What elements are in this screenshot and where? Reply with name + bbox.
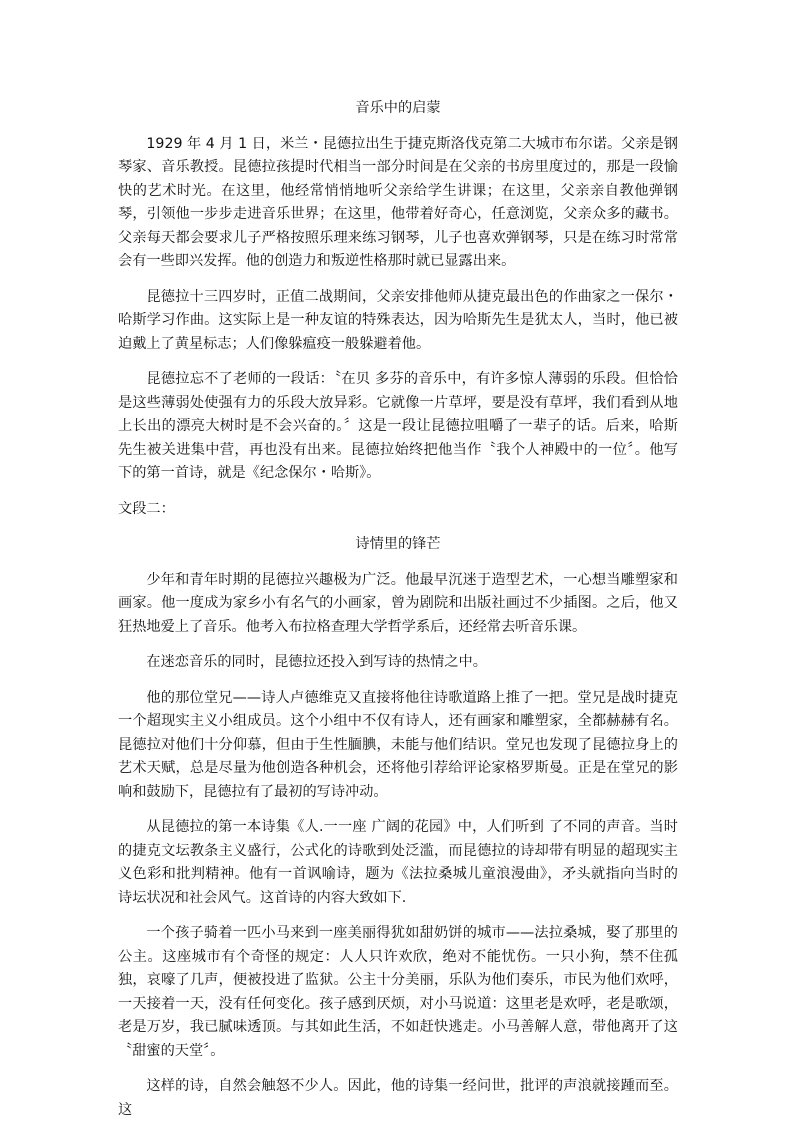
section2-paragraph-4: 从昆德拉的第一本诗集《人.一一座 广阔的花园》中，人们听到 了不同的声音。当时的捷克文坛教条主义盛行，公式化的诗歌到处泛滥，而昆德拉的诗却带有明显的超现实主义色彩和批判精神。他有一首讽喻诗，题为《法拉桑城儿童浪漫曲》，矛头就指向当时的诗坛状况和社会风气。这首诗的内容大致如下. — [118, 819, 678, 906]
section1-paragraph-1: 1929 年 4 月 1 日，米兰・昆德拉出生于捷克斯洛伐克第二大城市布尔诺。父亲是钢琴家、音乐教授。昆德拉孩提时代相当一部分时间是在父亲的书房里度过的，那是一段愉快的艺术时光。在这里，他经常悄悄地听父亲给学生讲课；在这里，父亲亲自教他弹钢琴，引领他一步步走进音乐世界；在这里，他带着好奇心，任意浏览，父亲众多的藏书。父亲每天都会要求儿子严格按照乐理来练习钢琴，儿子也喜欢弹钢琴，只是在练习时常常会有一些即兴发挥。他的创造力和叛逆性格那时就已显露出来。 — [118, 135, 678, 269]
section2-title: 诗情里的锋芒 — [355, 536, 441, 552]
section-label: 文段二： — [118, 500, 175, 517]
section2-paragraph-5: 一个孩子骑着一匹小马来到一座美丽得犹如甜奶饼的城市——法拉桑城，娶了那里的公主。这座城市有个奇怪的规定：人人只许欢欣，绝对不能忧伤。一只小狗，禁不住孤独，哀嚎了几声，便被投进了监狱。公主十分美丽，乐队为他们奏乐，市民为他们欢呼，一天接着一天，没有任何变化。孩子感到厌烦，对小马说道：这里老是欢呼，老是歌颂，老是万岁，我已腻味透顶。与其如此生活，不如赶快逃走。小马善解人意，带他离开了这〝甜蜜的天堂〞。 — [118, 925, 678, 1059]
section2-paragraph-6: 这样的诗，自然会触怒不少人。因此，他的诗集一经问世，批评的声浪就接踵而至。这 — [118, 1078, 678, 1118]
document-body — [118, 97, 678, 1134]
section2-paragraph-2: 在迷恋音乐的同时，昆德拉还投入到写诗的热情之中。 — [146, 654, 487, 670]
section2-paragraph-3: 他的那位堂兄——诗人卢德维克又直接将他往诗歌道路上推了一把。堂兄是战时捷克一个超现实主义小组成员。这个小组中不仅有诗人，还有画家和雕塑家，全都赫赫有名。昆德拉对他们十分仰慕，但由于生性腼腆，未能与他们结识。堂兄也发现了昆德拉身上的艺术天赋，总是尽量为他创造各种机会，还将他引荐给评论家格罗斯曼。正是在堂兄的影响和鼓励下，昆德拉有了最初的写诗冲动。 — [118, 689, 678, 800]
section1-title: 音乐中的启蒙 — [355, 100, 441, 116]
section1-paragraph-3: 昆德拉忘不了老师的一段话：〝在贝 多芬的音乐中，有许多惊人薄弱的乐段。但恰恰是这些薄弱处使强有力的乐段大放异彩。它就像一片草坪，要是没有草坪，我们看到从地上长出的漂亮大树时是不会兴奋的。〞这是一段让昆德拉咀嚼了一辈子的话。后来，哈斯先生被关进集中营，再也没有出来。昆德拉始终把他当作〝我个人神殿中的一位〞。他写下的第一首诗，就是《纪念保尔・哈斯》。 — [118, 371, 678, 481]
section2-paragraph-1: 少年和青年时期的昆德拉兴趣极为广泛。他最早沉迷于造型艺术，一心想当雕塑家和画家。他一度成为家乡小有名气的小画家，曾为剧院和出版社画过不少插图。之后，他又狂热地爱上了音乐。他考入布拉格查理大学哲学系后，还经常去听音乐课。 — [118, 571, 678, 635]
section1-paragraph-2: 昆德拉十三四岁时，正值二战期间，父亲安排他师从捷克最出色的作曲家之一保尔・哈斯学习作曲。这实际上是一种友谊的特殊表达，因为哈斯先生是犹太人，当时，他已被迫戴上了黄星标志；人们像躲瘟疫一般躲避着他。 — [118, 288, 678, 352]
